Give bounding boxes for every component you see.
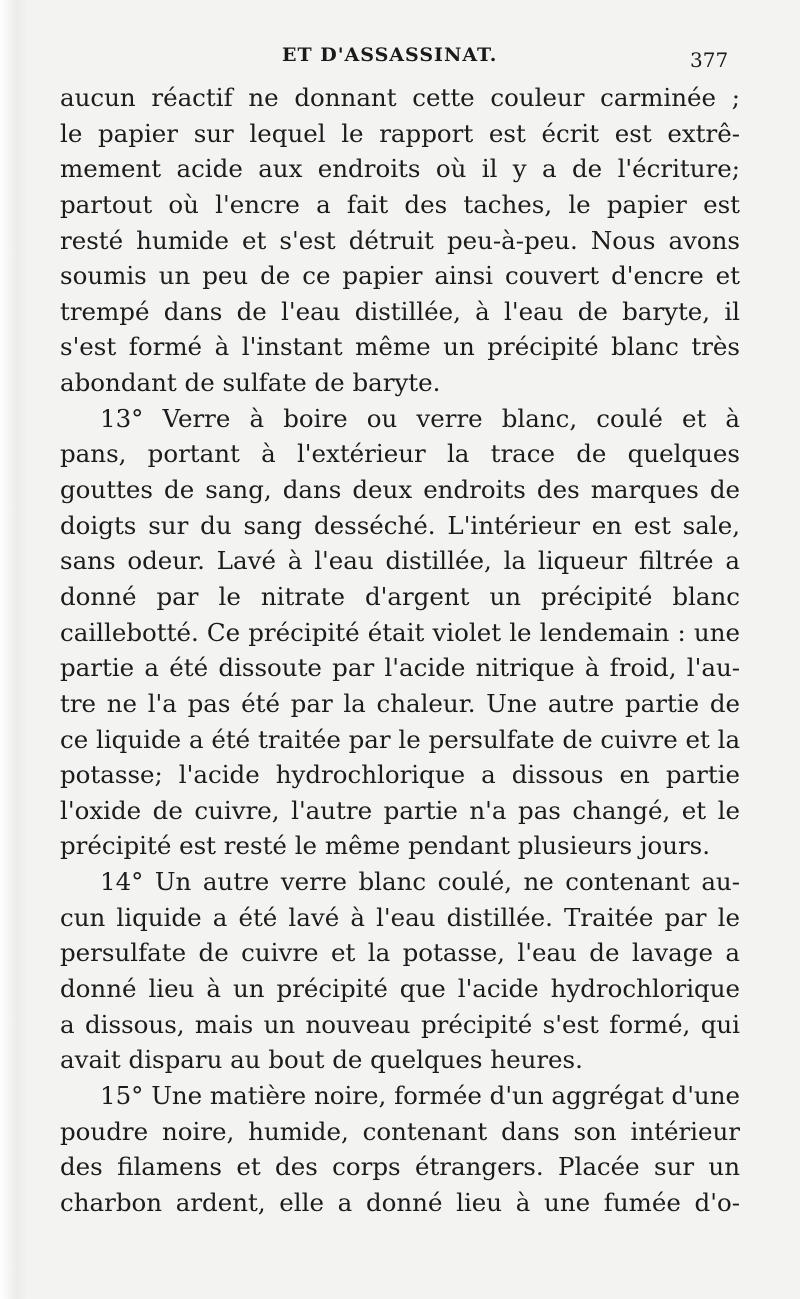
page-number: 377 [690,48,729,72]
text-line: sans odeur. Lavé à l'eau distillée, la liqueur filtrée a [60,546,740,576]
text-line: s'est formé à l'instant même un précipité blanc très [60,332,740,362]
text-line: ce liquide a été traitée par le persulfate de cuivre et la [60,724,741,754]
text-line: l'oxide de cuivre, l'autre partie n'a pas changé, et le [60,795,740,825]
page-gutter-shadow [0,0,28,1299]
body-text [60,80,740,1221]
text-line: partout où l'encre a fait des taches, le papier est [60,189,740,219]
text-line: a dissous, mais un nouveau précipité s'est formé, qui [60,1009,740,1039]
text-line: persulfate de cuivre et la potasse, l'eau de lavage a [60,938,740,968]
text-line: précipité est resté le même pendant plusieurs jours. [60,831,711,861]
text-line: 14° Un autre verre blanc coulé, ne contenant au- [100,867,740,897]
text-line: cun liquide a été lavé à l'eau distillée. Traitée par le [60,902,740,932]
text-line: poudre noire, humide, contenant dans son intérieur [60,1116,740,1146]
text-line: charbon ardent, elle a donné lieu à une fumée d'o- [60,1187,740,1217]
text-line: le papier sur lequel le rapport est écrit est extrê- [60,118,740,148]
text-line: avait disparu au bout de quelques heures. [60,1045,583,1075]
text-line: mement acide aux endroits où il y a de l'écriture; [60,154,740,184]
text-line: pans, portant à l'extérieur la trace de quelques [60,439,740,469]
text-line: doigts sur du sang desséché. L'intérieur en est sale, [60,510,740,540]
text-line: 13° Verre à boire ou verre blanc, coulé et à [100,403,740,433]
text-line: 15° Une matière noire, formée d'un aggrégat d'une [100,1080,740,1110]
text-line: donné lieu à un précipité que l'acide hydrochlorique [60,974,740,1004]
text-line: potasse; l'acide hydrochlorique a dissous en partie [60,760,740,790]
text-line: partie a été dissoute par l'acide nitrique à froid, l'au- [60,653,740,683]
text-line: aucun réactif ne donnant cette couleur carminée ; [60,83,740,112]
text-line: soumis un peu de ce papier ainsi couvert d'encre et [60,261,740,291]
text-line: caillebotté. Ce précipité était violet le lendemain : une [60,617,740,647]
running-head: ET D'ASSASSINAT. [282,44,498,66]
page-header [0,44,800,84]
text-line: gouttes de sang, dans deux endroits des marques de [60,475,740,505]
text-line: donné par le nitrate d'argent un précipité blanc [60,581,740,611]
text-line: tre ne l'a pas été par la chaleur. Une autre partie de [60,688,740,718]
text-line: abondant de sulfate de baryte. [60,368,441,398]
text-line: trempé dans de l'eau distillée, à l'eau de baryte, il [60,296,740,326]
text-line: des filamens et des corps étrangers. Placée sur un [60,1152,740,1182]
text-line: resté humide et s'est détruit peu-à-peu. Nous avons [60,225,740,255]
